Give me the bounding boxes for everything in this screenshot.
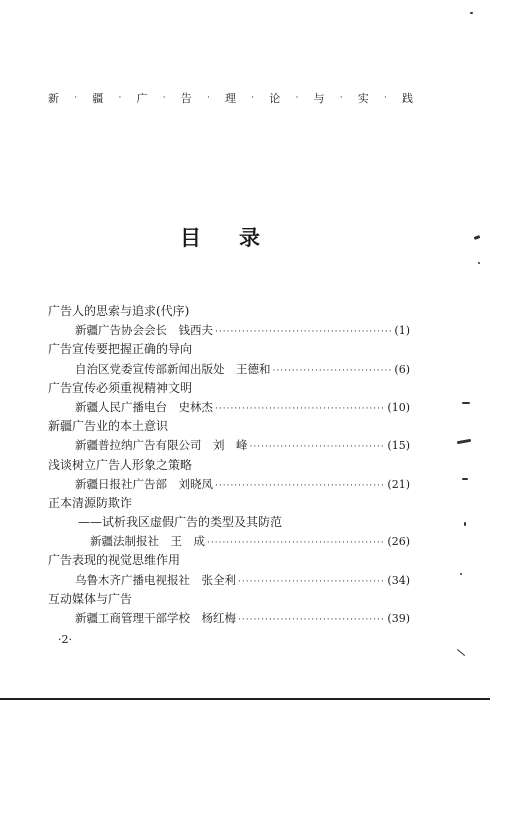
dot-leader: [207, 534, 385, 553]
header-char: 疆: [92, 92, 104, 105]
running-header: [48, 90, 413, 106]
header-char: 广: [136, 92, 148, 105]
dot-leader: [215, 477, 385, 496]
toc-entry-author: 新疆日报社广告部 刘晓凤: [75, 476, 213, 491]
toc-entry-byline: [48, 532, 410, 551]
toc-entry-page: (21): [387, 477, 410, 491]
toc-entry-author: 新疆普拉纳广告有限公司 刘 峰: [75, 438, 248, 453]
header-separator: ·: [339, 93, 343, 103]
toc-entry-page: (34): [387, 573, 410, 587]
header-char: 与: [313, 92, 325, 105]
toc-entry-title: 广告表现的视觉思维作用: [48, 553, 181, 568]
toc-entry-page: (1): [394, 324, 410, 338]
header-separator: ·: [74, 93, 78, 103]
toc-entry-author: 新疆法制报社 王 成: [90, 534, 205, 549]
toc-entry-byline: [48, 398, 410, 417]
toc-entry-title: 新疆广告业的本土意识: [48, 419, 169, 434]
dot-leader: [250, 438, 386, 457]
header-separator: ·: [383, 93, 387, 103]
toc-entry-byline: [48, 436, 410, 455]
toc-entry-author: 自治区党委宣传部新闻出版处 王德和: [75, 361, 271, 376]
dot-leader: [215, 400, 385, 419]
toc-entry-page: (39): [387, 612, 410, 625]
table-of-contents: [48, 302, 410, 628]
header-char: 践: [402, 92, 413, 105]
dot-leader: [238, 611, 385, 630]
toc-entry-author: 新疆广告协会会长 钱西夫: [75, 323, 213, 338]
header-char: 告: [180, 92, 192, 105]
toc-entry-page: (26): [387, 535, 410, 549]
toc-entry-subtitle: ——试析我区虚假广告的类型及其防范: [78, 515, 283, 530]
header-char: 实: [357, 92, 369, 105]
toc-entry-page: (15): [387, 439, 410, 453]
header-separator: ·: [118, 93, 122, 103]
toc-entry-title: 广告宣传必须重视精神文明: [48, 380, 193, 395]
toc-entry-byline: [48, 360, 410, 379]
toc-entry-author: 乌鲁木齐广播电视报社 张全利: [75, 572, 236, 587]
bottom-rule: [0, 698, 490, 700]
toc-entry-title: 浅谈树立广告人形象之策略: [48, 457, 193, 472]
toc-entry-byline: [48, 609, 410, 628]
header-separator: ·: [206, 93, 210, 103]
header-separator: ·: [251, 93, 255, 103]
toc-entry-title: 广告人的思索与追求(代序): [48, 304, 190, 318]
header-separator: ·: [295, 93, 299, 103]
toc-entry-title: 互动媒体与广告: [48, 591, 133, 606]
toc-entry-title: 正本清源防欺诈: [48, 495, 133, 510]
toc-entry-byline: [48, 571, 410, 590]
header-char: 新: [48, 92, 59, 105]
toc-entry-author: 新疆工商管理干部学校 杨红梅: [75, 611, 236, 625]
header-char: 论: [269, 92, 281, 105]
page-title: 目录: [180, 225, 298, 250]
toc-entry-page: (6): [394, 362, 410, 376]
toc-entry-author: 新疆人民广播电台 史林杰: [75, 399, 213, 414]
dot-leader: [273, 362, 393, 381]
page-number: ·2·: [58, 633, 72, 646]
dot-leader: [238, 573, 385, 592]
toc-entry-page: (10): [387, 400, 410, 414]
dot-leader: [215, 323, 392, 342]
toc-entry-title: 广告宣传要把握正确的导向: [48, 342, 193, 357]
toc-entry-byline: [48, 475, 410, 494]
header-separator: ·: [162, 93, 166, 103]
toc-entry-byline: [48, 321, 410, 340]
header-char: 理: [225, 92, 236, 105]
